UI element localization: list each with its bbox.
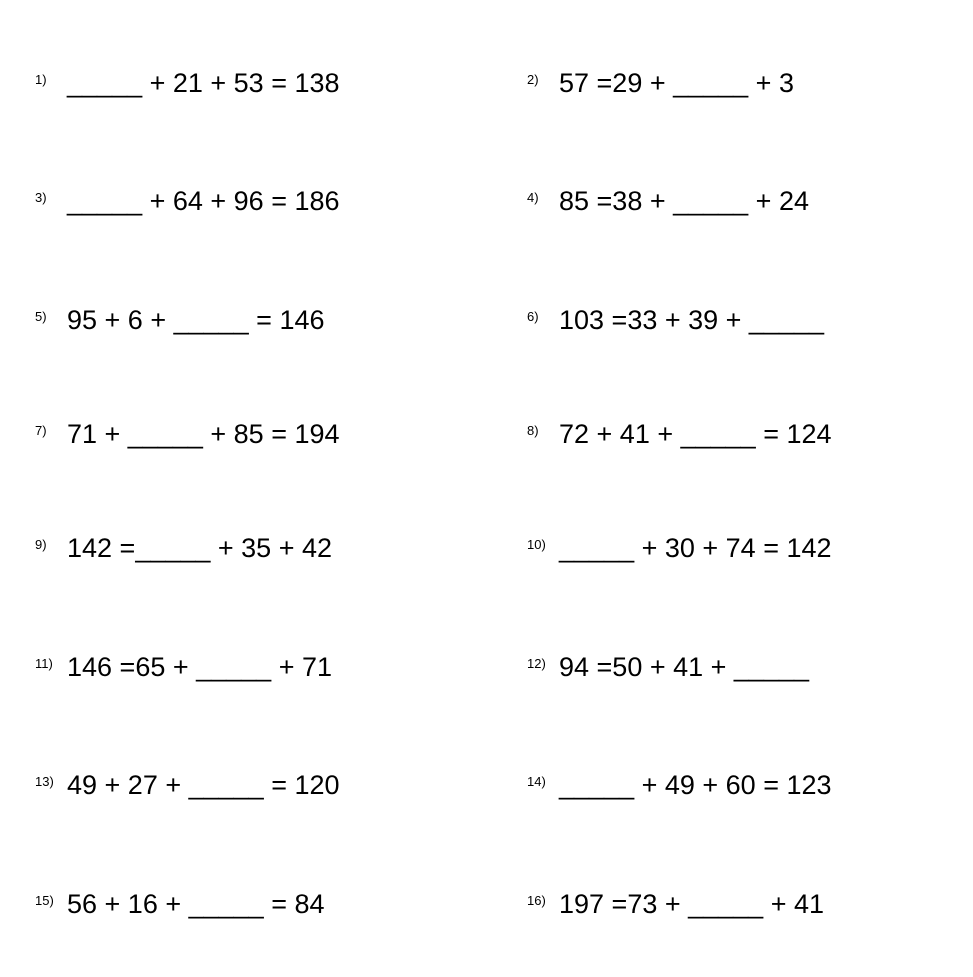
problem-equation: 197 =73 + _____ + 41	[559, 889, 825, 919]
problem-number: 7)	[35, 423, 47, 438]
problem-equation: 85 =38 + _____ + 24	[559, 186, 809, 216]
problem-equation: 49 + 27 + _____ = 120	[67, 770, 340, 800]
problem-number: 8)	[527, 423, 539, 438]
problem-number: 3)	[35, 190, 47, 205]
problem-5	[35, 305, 325, 336]
problem-number: 12)	[527, 656, 546, 671]
problem-8	[527, 419, 832, 450]
problem-number: 2)	[527, 72, 539, 87]
problem-12	[527, 652, 809, 683]
problem-6	[527, 305, 824, 336]
problem-number: 6)	[527, 309, 539, 324]
problem-equation: 142 =_____ + 35 + 42	[67, 533, 333, 563]
problem-number: 4)	[527, 190, 539, 205]
problem-10	[527, 533, 832, 564]
problem-equation: 146 =65 + _____ + 71	[67, 652, 333, 682]
problem-equation: 71 + _____ + 85 = 194	[67, 419, 340, 449]
problem-number: 14)	[527, 774, 546, 789]
problem-equation: _____ + 21 + 53 = 138	[67, 68, 340, 98]
problem-number: 5)	[35, 309, 47, 324]
problem-number: 11)	[35, 656, 53, 671]
problem-equation: 72 + 41 + _____ = 124	[559, 419, 832, 449]
problem-15	[35, 889, 325, 920]
problem-1	[35, 68, 340, 99]
problem-11	[35, 652, 332, 683]
problem-number: 1)	[35, 72, 47, 87]
problem-4	[527, 186, 809, 217]
problem-2	[527, 68, 794, 99]
problem-number: 13)	[35, 774, 54, 789]
problem-number: 10)	[527, 537, 546, 552]
problem-number: 9)	[35, 537, 47, 552]
problem-9	[35, 533, 332, 564]
problem-equation: _____ + 30 + 74 = 142	[559, 533, 832, 563]
problem-3	[35, 186, 340, 217]
problem-equation: 95 + 6 + _____ = 146	[67, 305, 325, 335]
problem-equation: _____ + 49 + 60 = 123	[559, 770, 832, 800]
problem-16	[527, 889, 824, 920]
problem-7	[35, 419, 340, 450]
problem-14	[527, 770, 832, 801]
problem-equation: 94 =50 + 41 + _____	[559, 652, 809, 682]
problem-equation: 56 + 16 + _____ = 84	[67, 889, 325, 919]
problem-equation: 57 =29 + _____ + 3	[559, 68, 794, 98]
problem-equation: _____ + 64 + 96 = 186	[67, 186, 340, 216]
problem-13	[35, 770, 340, 801]
problem-number: 15)	[35, 893, 54, 908]
problem-equation: 103 =33 + 39 + _____	[559, 305, 825, 335]
problem-number: 16)	[527, 893, 546, 908]
